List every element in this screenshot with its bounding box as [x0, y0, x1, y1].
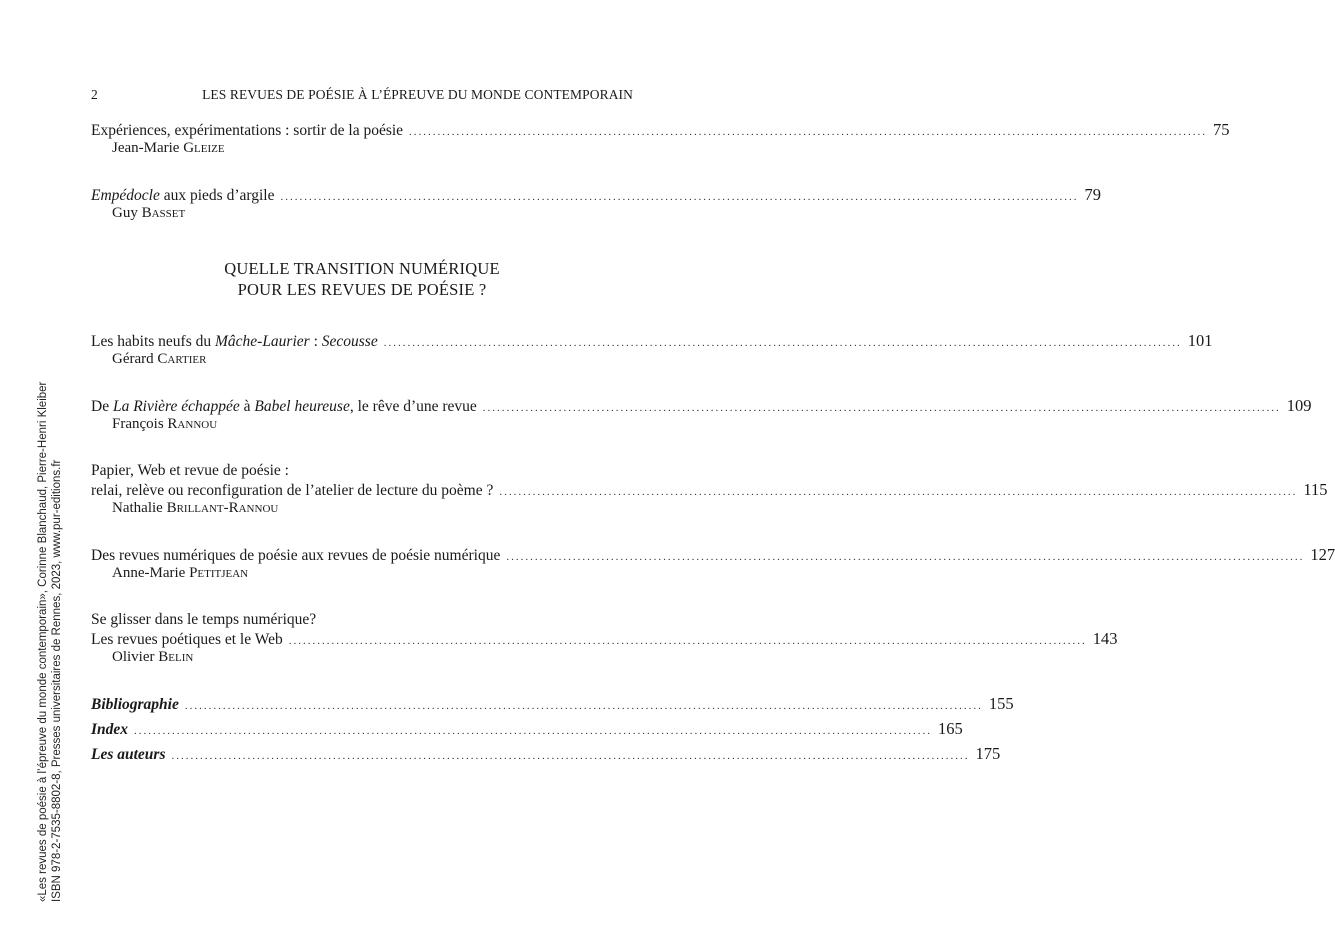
toc-entry-title-line-2: relai, relève ou reconfiguration de l’atelier de lecture du poème ? — [91, 482, 494, 499]
toc-entry-index[interactable] — [91, 719, 963, 738]
author-first-name: Anne-Marie — [112, 565, 190, 581]
title-part: , le rêve d’une revue — [349, 398, 477, 415]
toc-entry-title — [91, 397, 477, 416]
title-part: à — [239, 398, 255, 415]
author-first-name: Nathalie — [112, 500, 167, 516]
table-of-contents — [91, 120, 1335, 769]
page-number: 2 — [91, 87, 98, 102]
toc-page-number: 175 — [975, 744, 1001, 763]
title-part: Les habits neufs du — [91, 333, 215, 350]
toc-page-number: 101 — [1187, 331, 1213, 350]
toc-entry-title — [91, 332, 378, 351]
dot-leader: ........................................................................................................................................................................ — [134, 725, 933, 737]
title-italic: Mâche-Laurier — [214, 333, 310, 350]
toc-entry-line — [91, 480, 1328, 499]
title-italic: La Rivière échappée — [112, 398, 240, 415]
dot-leader: ........................................................................................................................................................................ — [288, 635, 1087, 647]
toc-entry-line — [91, 545, 1335, 564]
toc-entry-les-auteurs[interactable] — [91, 744, 1001, 763]
side-note-line-2: ISBN 978-2-7535-8802-8, Presses universitaires de Rennes, 2023, www.pur-editions.fr — [50, 459, 63, 902]
dot-leader: ........................................................................................................................................................................ — [409, 126, 1208, 138]
toc-page-number: 155 — [988, 694, 1014, 713]
author-last-name: Basset — [141, 205, 186, 221]
dot-leader: ........................................................................................................................................................................ — [499, 486, 1298, 498]
dot-leader: ........................................................................................................................................................................ — [280, 191, 1079, 203]
toc-entry-title: Bibliographie — [91, 696, 179, 713]
dot-leader: ........................................................................................................................................................................ — [383, 337, 1182, 349]
toc-entry-title — [91, 186, 275, 205]
toc-entry-title: Des revues numériques de poésie aux revues de poésie numérique — [91, 547, 501, 564]
toc-entry-petitjean[interactable] — [91, 545, 1335, 583]
dot-leader: ........................................................................................................................................................................ — [184, 700, 983, 712]
toc-page-number: 127 — [1310, 545, 1335, 564]
toc-entry-line — [91, 629, 1118, 648]
toc-entry-cartier[interactable] — [91, 331, 1213, 369]
author-last-name: Gleize — [183, 140, 225, 156]
section-heading-line-1: QUELLE TRANSITION NUMÉRIQUE — [224, 259, 500, 278]
toc-entry-title: Les auteurs — [91, 746, 166, 763]
toc-entry-basset[interactable] — [91, 185, 1101, 223]
author-first-name: Olivier — [112, 649, 159, 665]
author-last-name: Cartier — [157, 351, 207, 367]
toc-page-number: 75 — [1213, 120, 1230, 139]
author-last-name: Brillant-Rannou — [166, 500, 279, 516]
side-copyright-note — [37, 72, 64, 902]
toc-entry-title-line-1: Papier, Web et revue de poésie : — [91, 462, 289, 479]
toc-entry-title-line-2: Les revues poétiques et le Web — [91, 631, 283, 648]
title-part: De — [91, 398, 113, 415]
title-part: : — [309, 333, 322, 350]
author-first-name: Jean-Marie — [112, 140, 184, 156]
toc-entry-line — [91, 331, 1213, 350]
section-heading — [91, 258, 633, 300]
author-last-name: Belin — [158, 649, 194, 665]
toc-entry-line — [91, 185, 1101, 204]
title-italic: Babel heureuse — [254, 398, 350, 415]
toc-entry-title: Expériences, expérimentations : sortir de la poésie — [91, 122, 404, 139]
dot-leader: ........................................................................................................................................................................ — [506, 551, 1305, 563]
toc-entry-gleize[interactable] — [91, 120, 1230, 158]
toc-entry-brillant-rannou[interactable] — [91, 461, 1328, 518]
author-first-name: Guy — [112, 205, 142, 221]
author-last-name: Rannou — [167, 416, 218, 432]
side-note-line-1: «Les revues de poésie à l’épreuve du monde contemporain», Corinne Blanchaud, Pierre-Henri Kleiber — [37, 381, 49, 902]
dot-leader: ........................................................................................................................................................................ — [171, 750, 970, 762]
author-last-name: Petitjean — [189, 565, 249, 581]
author-first-name: Gérard — [112, 351, 158, 367]
back-matter — [91, 694, 1014, 763]
title-italic: Empédocle — [91, 187, 160, 204]
toc-page-number: 143 — [1092, 629, 1118, 648]
author-first-name: François — [112, 416, 168, 432]
toc-entry-bibliographie[interactable] — [91, 694, 1014, 713]
toc-page-number: 115 — [1303, 480, 1328, 499]
toc-entry-title: Index — [91, 721, 129, 738]
title-italic: Secousse — [321, 333, 378, 350]
running-title: LES REVUES DE POÉSIE À L’ÉPREUVE DU MONDE CONTEMPORAIN — [202, 87, 633, 102]
title-rest: aux pieds d’argile — [159, 187, 275, 204]
section-heading-line-2: POUR LES REVUES DE POÉSIE ? — [237, 280, 487, 299]
running-header — [91, 87, 633, 107]
toc-entry-belin[interactable] — [91, 610, 1118, 667]
toc-entry-rannou[interactable] — [91, 396, 1312, 434]
toc-entry-title-line-1: Se glisser dans le temps numérique? — [91, 611, 317, 628]
dot-leader: ........................................................................................................................................................................ — [482, 402, 1281, 414]
toc-page-number: 165 — [938, 719, 963, 738]
toc-entry-line — [91, 396, 1312, 415]
toc-page-number: 109 — [1286, 396, 1312, 415]
toc-entry-line — [91, 120, 1230, 139]
toc-page-number: 79 — [1084, 185, 1101, 204]
